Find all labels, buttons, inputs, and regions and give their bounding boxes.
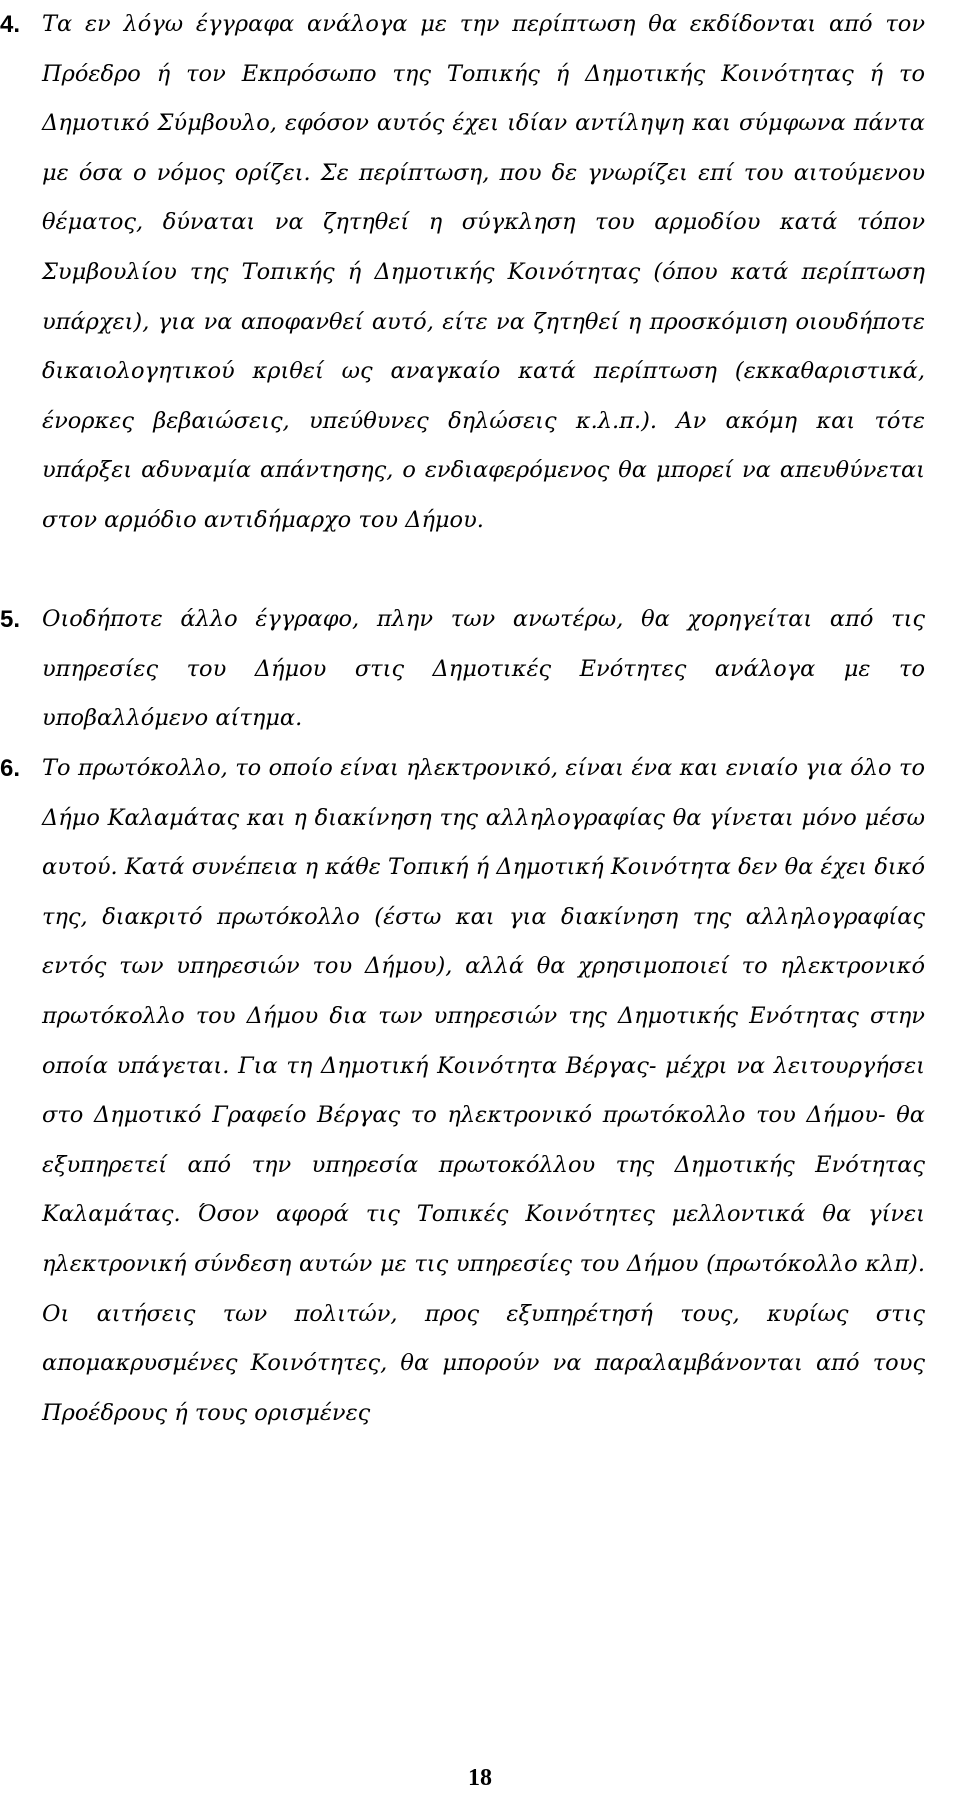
item-text: Τα εν λόγω έγγραφα ανάλογα με την περίπτωση θα εκδίδονται από τον Πρόεδρο ή τον Εκπρόσωπο της Τοπικής ή Δημοτικής Κοινότητας ή το Δημοτικό Σύμβουλο, εφόσον αυτός έχει ιδίαν αντίληψη και σύμφωνα πάντα με όσα ο νόμος ορίζει. Σε περίπτωση, που δε γνωρίζει επί του αιτούμενου θέματος, δύναται να ζητηθεί η σύγκληση του αρμοδίου κατά τόπον Συμβουλίου της Τοπικής ή Δημοτικής Κοινότητας (όπου κατά περίπτωση υπάρχει), για να αποφανθεί αυτό, είτε να ζητηθεί η προσκόμιση οιουδήποτε δικαιολογητικού κριθεί ως αναγκαίο κατά περίπτωση (εκκαθαριστικά, ένορκες βεβαιώσεις, υπεύθυνες δηλώσεις κ.λ.π.). Αν ακόμη και τότε υπάρξει αδυναμία απάντησης, ο ενδιαφερόμενος θα μπορεί να απευθύνεται στον αρμόδιο αντιδήμαρχο του Δήμου. xyxy=(42,11,925,533)
item-number: 5. xyxy=(0,606,21,633)
item-number: 4. xyxy=(0,11,21,38)
item-text: Το πρωτόκολλο, το οποίο είναι ηλεκτρονικό, είναι ένα και ενιαίο για όλο το Δήμο Καλαμάτας και η διακίνηση της αλληλογραφίας θα γίνεται μόνο μέσω αυτού. Κατά συνέπεια η κάθε Τοπική ή Δημοτική Κοινότητα δεν θα έχει δικό της, διακριτό πρωτόκολλο (έστω και για διακίνηση της αλληλογραφίας εντός των υπηρεσιών του Δήμου), αλλά θα χρησιμοποιεί το ηλεκτρονικό πρωτόκολλο του Δήμου δια των υπηρεσιών της Δημοτικής Ενότητας στην οποία υπάγεται. Για τη Δημοτική Κοινότητα Βέργας- μέχρι να λειτουργήσει στο Δημοτικό Γραφείο Βέργας το ηλεκτρονικό πρωτόκολλο του Δήμου- θα εξυπηρετεί από την υπηρεσία πρωτοκόλλου της Δημοτικής Ενότητας Καλαμάτας. Όσον αφορά τις Τοπικές Κοινότητες μελλοντικά θα γίνει ηλεκτρονική σύνδεση αυτών με τις υπηρεσίες του Δήμου (πρωτόκολλο κλπ). Οι αιτήσεις των πολιτών, προς εξυπηρέτησή τους, κυρίως στις απομακρυσμένες Κοινότητες, θα μπορούν να παραλαμβάνονται από τους Προέδρους ή τους ορισμένες xyxy=(42,755,925,1426)
item-number: 6. xyxy=(0,755,21,782)
page-number: 18 xyxy=(468,1765,492,1791)
item-text: Οιοδήποτε άλλο έγγραφο, πλην των ανωτέρω, θα χορηγείται από τις υπηρεσίες του Δήμου στις Δημοτικές Ενότητες ανάλογα με το υποβαλλόμενο αίτημα. xyxy=(42,606,925,732)
